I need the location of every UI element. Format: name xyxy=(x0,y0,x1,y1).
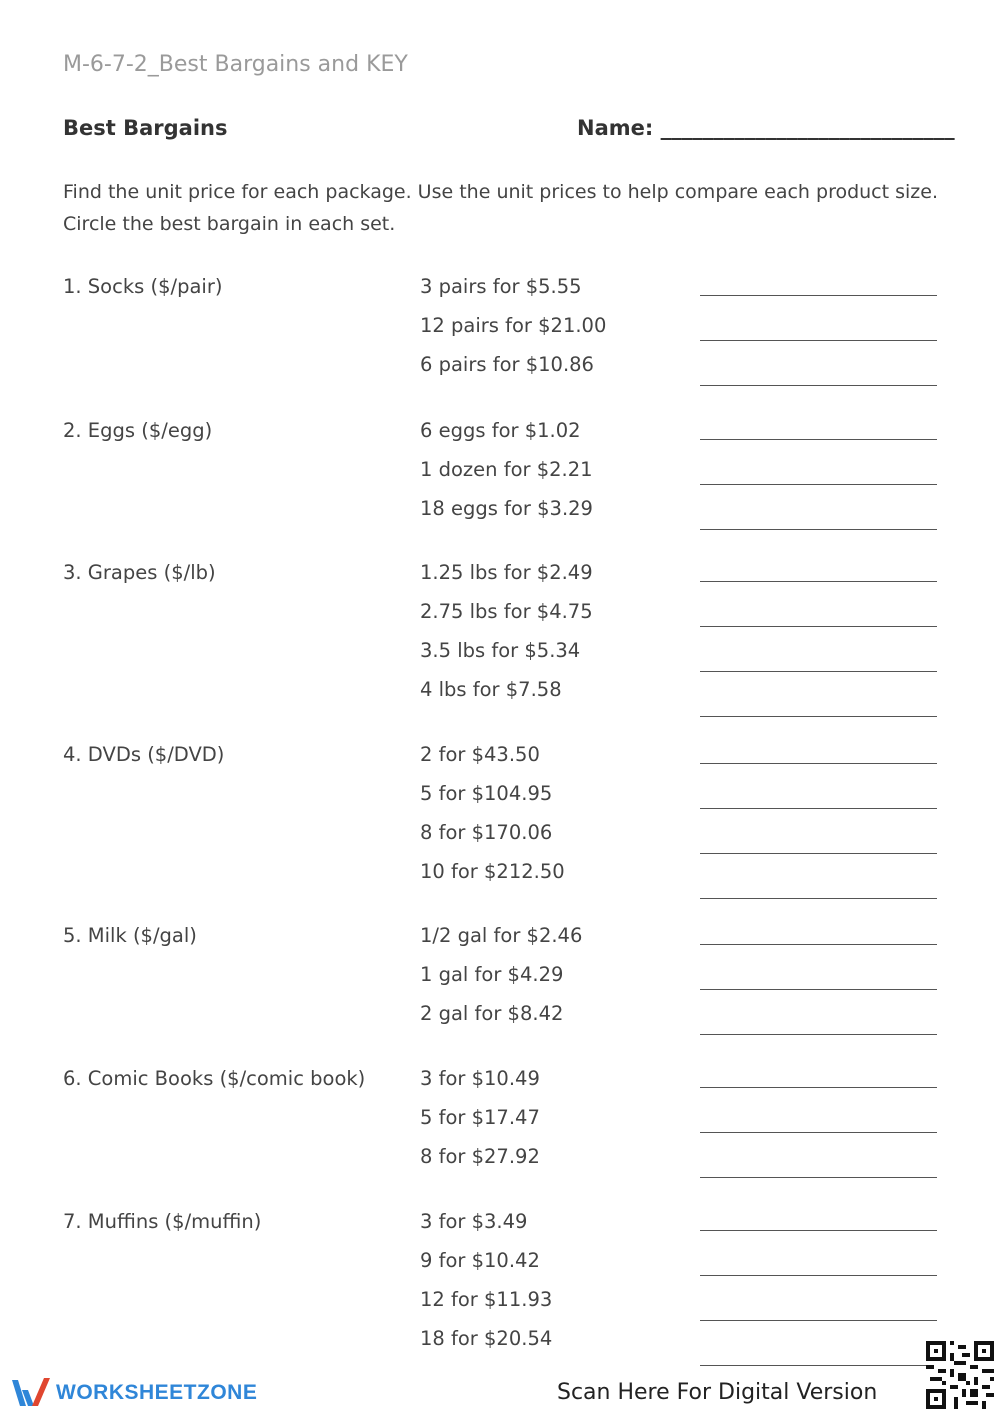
answer-blank[interactable] xyxy=(700,716,937,717)
worksheetzone-logo xyxy=(10,1376,257,1410)
scan-caption: Scan Here For Digital Version xyxy=(557,1380,878,1405)
answer-blank[interactable] xyxy=(700,1320,937,1321)
name-field-label: Name: ____________________________ xyxy=(577,116,955,140)
package-option: 5 for $17.47 xyxy=(420,1106,540,1129)
package-option: 2 for $43.50 xyxy=(420,743,540,766)
package-option: 1/2 gal for $2.46 xyxy=(420,924,583,947)
package-option: 9 for $10.42 xyxy=(420,1249,540,1272)
package-option: 10 for $212.50 xyxy=(420,860,565,883)
package-option: 6 pairs for $10.86 xyxy=(420,353,594,376)
answer-blank[interactable] xyxy=(700,439,937,440)
logo-text: WORKSHEETZONE xyxy=(56,1381,258,1404)
answer-blank[interactable] xyxy=(700,989,937,990)
answer-blank[interactable] xyxy=(700,1087,937,1088)
answer-blank[interactable] xyxy=(700,1132,937,1133)
answer-blank[interactable] xyxy=(700,808,937,809)
answer-blank[interactable] xyxy=(700,529,937,530)
answer-blank[interactable] xyxy=(700,1034,937,1035)
package-option: 2 gal for $8.42 xyxy=(420,1002,564,1025)
worksheet-heading: Best Bargains xyxy=(63,116,228,140)
package-option: 5 for $104.95 xyxy=(420,782,553,805)
problem-title: 5. Milk ($/gal) xyxy=(63,924,197,947)
package-option: 3.5 lbs for $5.34 xyxy=(420,639,581,662)
problem-title: 1. Socks ($/pair) xyxy=(63,275,223,298)
answer-blank[interactable] xyxy=(700,671,937,672)
package-option: 3 for $3.49 xyxy=(420,1210,528,1233)
instructions: Find the unit price for each package. Use the unit prices to help compare each product size. Circle the best bargain in each set. xyxy=(63,181,939,235)
answer-blank[interactable] xyxy=(700,626,937,627)
package-option: 6 eggs for $1.02 xyxy=(420,419,581,442)
answer-blank[interactable] xyxy=(700,385,937,386)
answer-blank[interactable] xyxy=(700,484,937,485)
problem-title: 2. Eggs ($/egg) xyxy=(63,419,213,442)
package-option: 18 for $20.54 xyxy=(420,1327,553,1350)
answer-blank[interactable] xyxy=(700,898,937,899)
answer-blank[interactable] xyxy=(700,295,937,296)
answer-blank[interactable] xyxy=(700,581,937,582)
package-option: 1.25 lbs for $2.49 xyxy=(420,561,593,584)
answer-blank[interactable] xyxy=(700,1365,937,1366)
package-option: 1 gal for $4.29 xyxy=(420,963,564,986)
problem-title: 3. Grapes ($/lb) xyxy=(63,561,216,584)
package-option: 8 for $27.92 xyxy=(420,1145,540,1168)
answer-blank[interactable] xyxy=(700,340,937,341)
package-option: 3 for $10.49 xyxy=(420,1067,540,1090)
answer-blank[interactable] xyxy=(700,1275,937,1276)
package-option: 12 pairs for $21.00 xyxy=(420,314,607,337)
answer-blank[interactable] xyxy=(700,1177,937,1178)
package-option: 12 for $11.93 xyxy=(420,1288,553,1311)
answer-blank[interactable] xyxy=(700,853,937,854)
package-option: 2.75 lbs for $4.75 xyxy=(420,600,593,623)
problem-title: 4. DVDs ($/DVD) xyxy=(63,743,225,766)
worksheetzone-logo-icon xyxy=(10,1376,52,1410)
package-option: 4 lbs for $7.58 xyxy=(420,678,562,701)
package-option: 1 dozen for $2.21 xyxy=(420,458,593,481)
answer-blank[interactable] xyxy=(700,944,937,945)
answer-blank[interactable] xyxy=(700,1230,937,1231)
problem-title: 6. Comic Books ($/comic book) xyxy=(63,1067,366,1090)
qr-code-icon[interactable] xyxy=(926,1341,994,1409)
document-title: M-6-7-2_Best Bargains and KEY xyxy=(63,52,408,77)
package-option: 3 pairs for $5.55 xyxy=(420,275,582,298)
package-option: 8 for $170.06 xyxy=(420,821,553,844)
problem-title: 7. Muffins ($/muffin) xyxy=(63,1210,262,1233)
answer-blank[interactable] xyxy=(700,763,937,764)
package-option: 18 eggs for $3.29 xyxy=(420,497,593,520)
